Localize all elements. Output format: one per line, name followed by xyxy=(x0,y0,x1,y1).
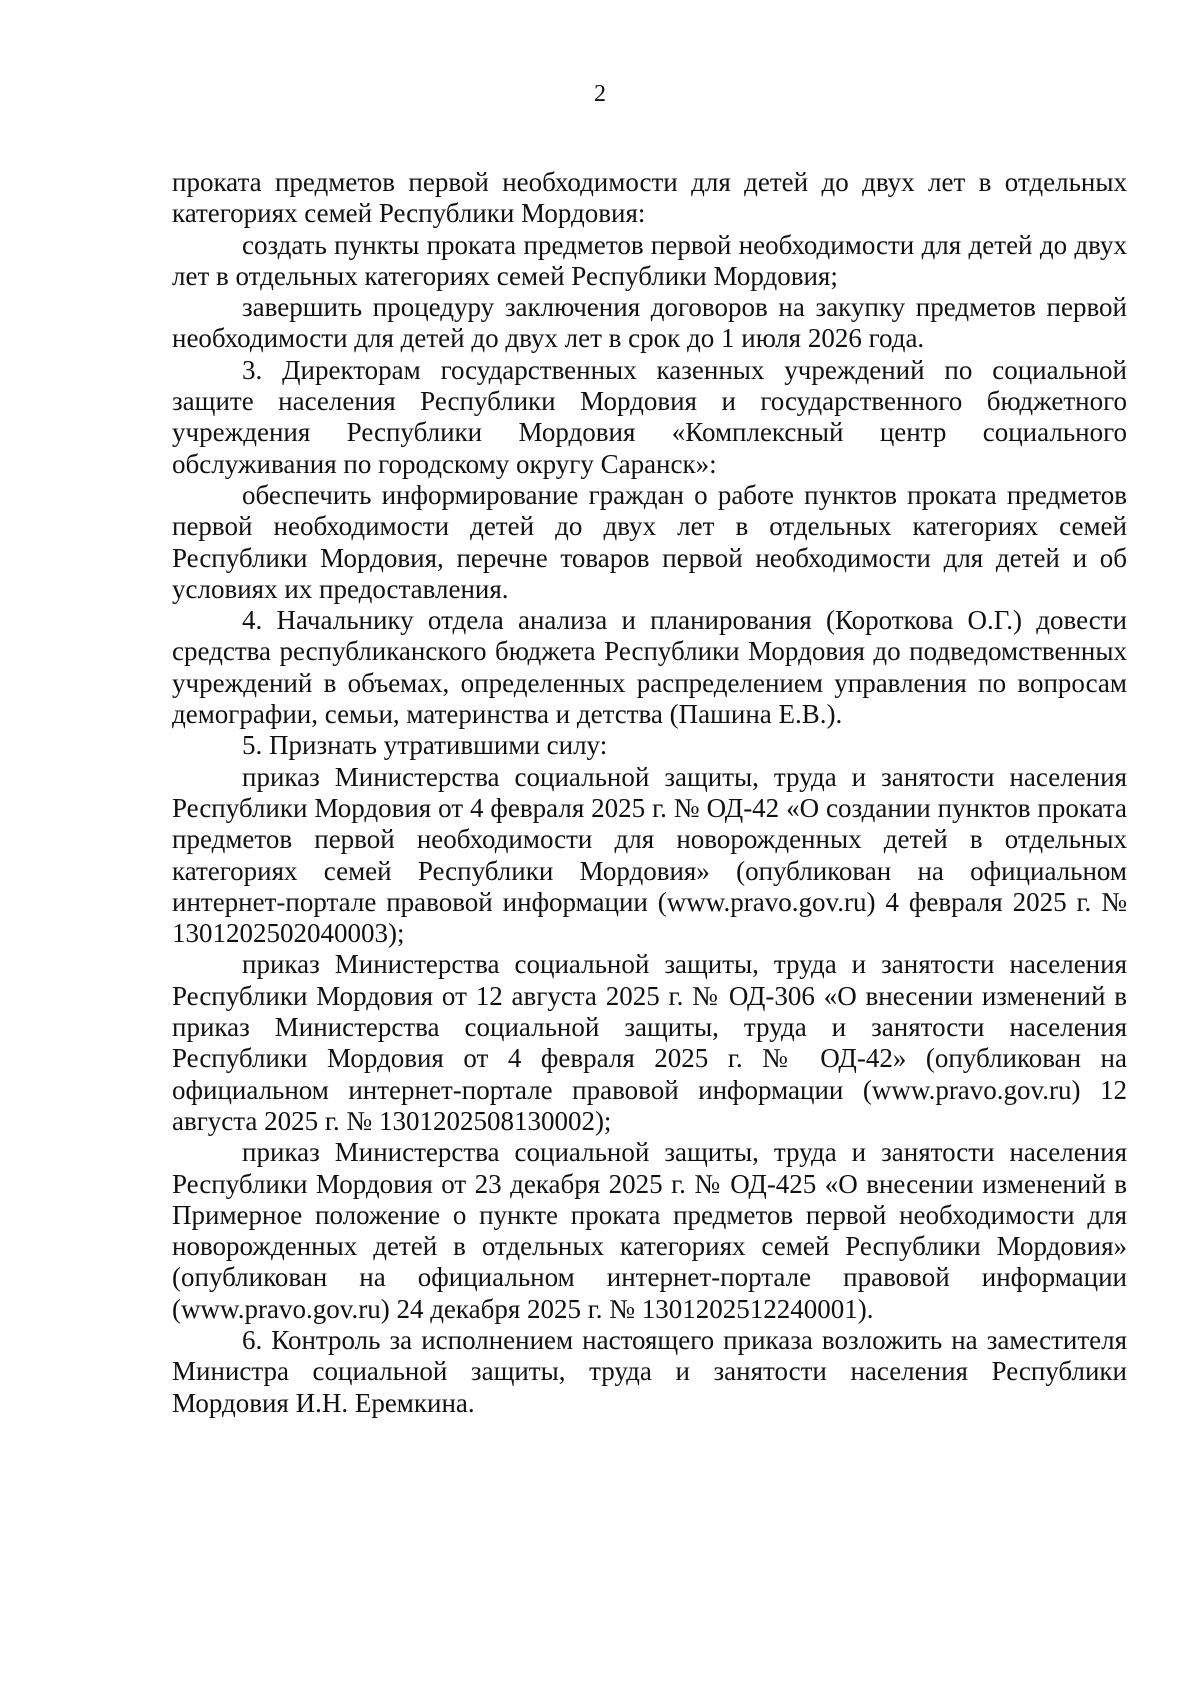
paragraph: обеспечить информирование граждан о работе пунктов проката предметов первой необходимости детей до двух лет в отдельных категориях семей Республики Мордовия, перечне товаров первой необходимости для детей и об условиях их предоставления. xyxy=(172,479,1127,604)
paragraph: проката предметов первой необходимости для детей до двух лет в отдельных категориях семей Республики Мордовия: xyxy=(172,167,1127,229)
page-number: 2 xyxy=(594,81,606,107)
paragraph: 5. Признать утратившими силу: xyxy=(242,730,608,761)
paragraph: завершить процедуру заключения договоров на закупку предметов первой необходимости для детей до двух лет в срок до 1 июля 2026 года. xyxy=(172,292,1127,354)
paragraph: приказ Министерства социальной защиты, труда и занятости населения Республики Мордовия от 4 февраля 2025 г. № ОД-42 «О создании пунктов проката предметов первой необходимости для новорожденных детей в отдельных категориях семей Республики Мордовия» (опубликован на официальном интернет-портале правовой информации (www.pravo.gov.ru) 4 февраля 2025 г. № 1301202502040003); xyxy=(172,761,1127,949)
paragraph: 3. Директорам государственных казенных учреждений по социальной защите населения Республики Мордовия и государственного бюджетного учреждения Республики Мордовия «Комплексный центр социального обслуживания по городскому округу Саранск»: xyxy=(172,354,1127,479)
paragraph: 6. Контроль за исполнением настоящего приказа возложить на заместителя Министра социальной защиты, труда и занятости населения Республики Мордовия И.Н. Еремкина. xyxy=(172,1324,1127,1418)
document-body xyxy=(172,167,1127,1419)
paragraph: 4. Начальнику отдела анализа и планирования (Короткова О.Г.) довести средства республиканского бюджета Республики Мордовия до подведомственных учреждений в объемах, определенных распределением управления по вопросам демографии, семьи, материнства и детства (Пашина Е.В.). xyxy=(172,605,1127,730)
paragraph: приказ Министерства социальной защиты, труда и занятости населения Республики Мордовия от 23 декабря 2025 г. № ОД-425 «О внесении изменений в Примерное положение о пункте проката предметов первой необходимости для новорожденных детей в отдельных категориях семей Республики Мордовия» (опубликован на официальном интернет-портале правовой информации (www.pravo.gov.ru) 24 декабря 2025 г. № 1301202512240001). xyxy=(172,1137,1127,1324)
paragraph: создать пункты проката предметов первой необходимости для детей до двух лет в отдельных категориях семей Республики Мордовия; xyxy=(172,229,1127,291)
paragraph: приказ Министерства социальной защиты, труда и занятости населения Республики Мордовия от 12 августа 2025 г. № ОД-306 «О внесении изменений в приказ Министерства социальной защиты, труда и занятости населения Республики Мордовия от 4 февраля 2025 г. № ОД-42» (опубликован на официальном интернет-портале правовой информации (www.pravo.gov.ru) 12 августа 2025 г. № 1301202508130002); xyxy=(172,949,1127,1136)
